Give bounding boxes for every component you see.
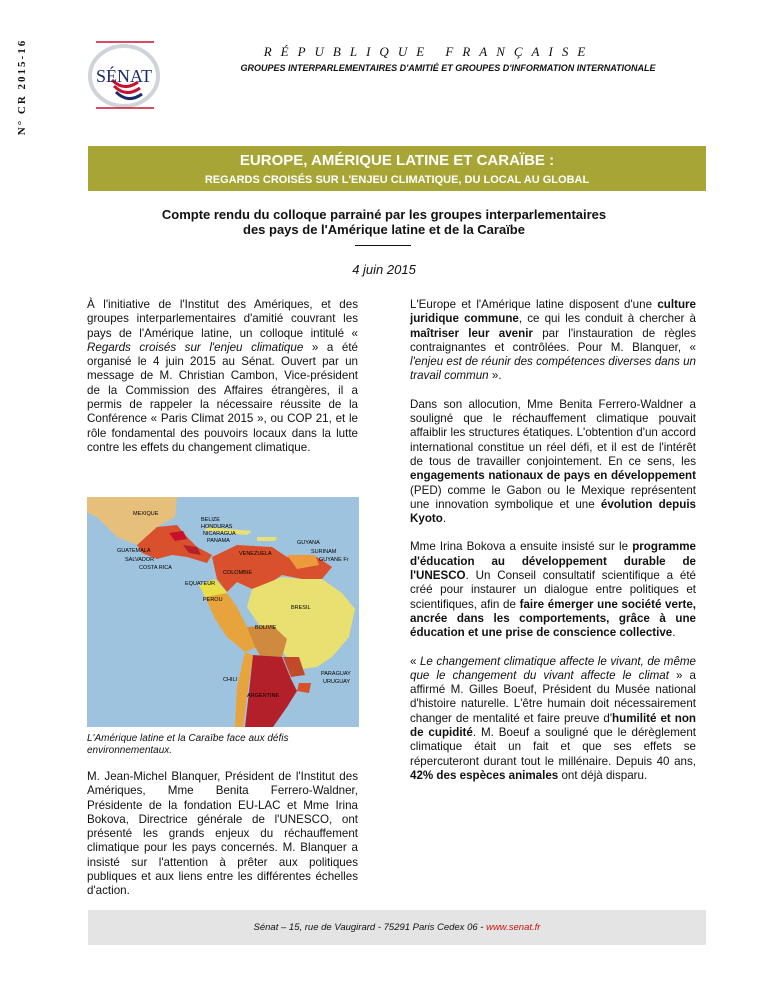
report-subtitle-line2: des pays de l'Amérique latine et de la Caraïbe: [243, 222, 525, 237]
senat-logo-text: SÉNAT: [95, 66, 153, 86]
speakers-paragraph: M. Jean-Michel Blanquer, Président de l'Institut des Amériques, Mme Benita Ferrero-Waldner, Présidente de la fondation EU-LAC et Mme Irina Bokova, Directrice générale de l'UNESCO, ont présenté les grands enjeux du réchauffement climatique pour les pays concernés. M. Blanquer a insisté sur l'attention à prêter aux politiques publiques et aux liens entre les différentes échelles d'action.: [87, 770, 358, 898]
map-label-perou: PEROU: [203, 597, 223, 603]
map-label-salvador: SALVADOR: [125, 557, 155, 563]
map-label-mexique: MEXIQUE: [133, 511, 159, 517]
map-label-colombie: COLOMBIE: [223, 570, 253, 576]
title-banner: [88, 146, 706, 191]
boeuf-paragraph: « Le changement climatique affecte le vivant, de même que le changement du vivant affecte le climat » a affirmé M. Gilles Boeuf, Président du Musée national d'histoire naturelle. L'être humain doit nécessairement changer de mentalité et faire preuve d'humilité et non de cupidité. M. Boeuf a souligné que le dérèglement climatique était un fait et que ses effets se répercuteront durant tout le millénaire. Depuis 40 ans, 42% des espèces animales ont déjà disparu.: [410, 654, 697, 782]
map-label-guyanefr: GUYANE Fr: [319, 557, 349, 563]
report-subtitle: [110, 207, 658, 237]
map-label-paraguay: PARAGUAY: [321, 671, 351, 677]
report-date: 4 juin 2015: [352, 262, 416, 277]
map-label-belize: BELIZE: [201, 517, 220, 523]
map-label-guyana: GUYANA: [297, 540, 320, 546]
map-caption: L'Amérique latine et la Caraïbe face aux défis environnementaux.: [87, 733, 289, 756]
page-footer: [88, 910, 706, 945]
map-label-guatemala: GUATEMALA: [117, 548, 151, 554]
map-label-bolivie: BOLIVIE: [255, 625, 277, 631]
map-label-argentine: ARGENTINE: [247, 693, 280, 699]
document-reference-text: N° CR 2015-16: [16, 38, 28, 136]
ferrero-waldner-paragraph: Dans son allocution, Mme Benita Ferrero-Waldner a souligné que le réchauffement climatique pouvait affaiblir les structures étatiques. L'obtention d'un accord international constitue un réel défi, et il est de l'intérêt de tous de travailler conjointement. En ce sens, les engagements nationaux de pays en développement (PED) comme le Gabon ou le Mexique représentent une innovation symbolique et une évolution depuis Kyoto.: [410, 397, 696, 526]
map-label-equateur: EQUATEUR: [185, 581, 216, 587]
groups-header: GROUPES INTERPARLEMENTAIRES D'AMITIÉ ET GROUPES D'INFORMATION INTERNATIONALE: [240, 63, 656, 73]
banner-title: EUROPE, AMÉRIQUE LATINE ET CARAÏBE :: [239, 152, 555, 169]
republic-header: RÉPUBLIQUE FRANÇAISE: [263, 44, 595, 59]
map-label-costarica: COSTA RICA: [139, 565, 172, 571]
left-column-bottom: [87, 770, 358, 913]
map-label-nicaragua: NICARAGUA: [203, 531, 236, 537]
footer-address: Sénat – 15, rue de Vaugirard - 75291 Paris Cedex 06 -: [253, 922, 487, 933]
document-reference: [14, 22, 30, 152]
intro-paragraph: À l'initiative de l'Institut des Amériques, et des groupes interparlementaires d'amitié couvrant les pays de l'Amérique latine, un colloque intitulé « Regards croisés sur l'enjeu climatique » a été organisé le 4 juin 2015 au Sénat. Ouvert par un message de M. Christian Cambon, Vice-président de la Commission des Affaires étrangères, il a permis de rappeler la nécessaire réussite de la Conférence « Paris Climat 2015 », ou COP 21, et le rôle fondamental des pouvoirs locaux dans la lutte contre les effets du changement climatique.: [87, 298, 358, 454]
map-label-honduras: HONDURAS: [201, 524, 233, 530]
map-label-surinam: SURINAM: [311, 549, 337, 555]
bokova-paragraph: Mme Irina Bokova a ensuite insisté sur le programme d'éducation au développement durable de l'UNESCO. Un Conseil consultatif scientifique a été créé pour instaurer un dialogue entre politiques et scientifiques, afin de faire émerger une société verte, ancrée dans les comportements, grâce à une éducation et une prise de conscience collective.: [410, 540, 696, 640]
banner-subtitle: REGARDS CROISÉS SUR L'ENJEU CLIMATIQUE, DU LOCAL AU GLOBAL: [204, 174, 590, 186]
right-column: [410, 298, 696, 797]
legal-culture-paragraph: L'Europe et l'Amérique latine disposent d'une culture juridique commune, ce qui les conduit à chercher à maîtriser leur avenir par l'instauration de règles contraignantes et contrôlées. Pour M. Blanquer, « l'enjeu est de réunir des compétences diverses dans un travail commun ».: [410, 298, 697, 383]
report-subtitle-line1: Compte rendu du colloque parrainé par les groupes interparlementaires: [161, 207, 607, 222]
map-label-venezuela: VENEZUELA: [239, 551, 272, 557]
map-label-bresil: BRESIL: [291, 605, 311, 611]
left-column-intro: [87, 298, 358, 469]
latin-america-map: [87, 497, 359, 727]
map-label-panama: PANAMA: [207, 538, 230, 544]
senat-website-link[interactable]: www.senat.fr: [486, 922, 541, 933]
title-rule: [355, 245, 411, 246]
map-label-uruguay: URUGUAY: [323, 679, 351, 685]
map-label-chili: CHILI: [223, 677, 238, 683]
